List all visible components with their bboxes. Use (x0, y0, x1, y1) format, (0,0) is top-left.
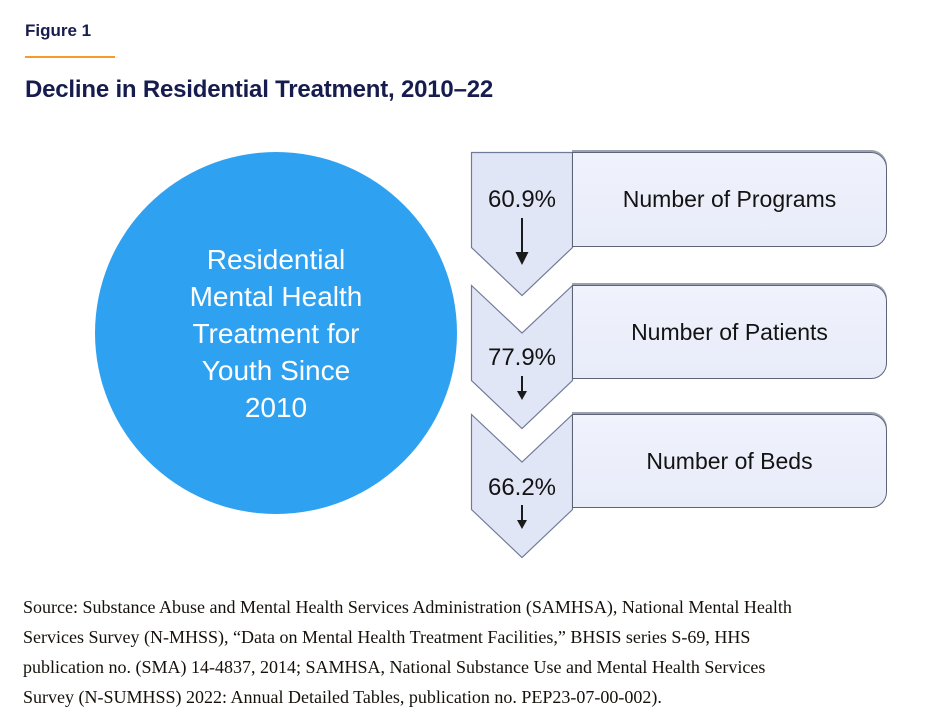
decline-percent-patients: 77.9% (487, 344, 557, 371)
central-circle-label: Residential Mental Health Treatment for Youth Since 2010 (189, 243, 363, 423)
metric-box-label: Number of Programs (622, 186, 837, 212)
metric-box-patients (572, 285, 887, 379)
metric-box-programs (572, 152, 887, 247)
decline-percent-beds: 66.2% (487, 474, 557, 501)
figure-label-underline (25, 56, 115, 58)
figure-title: Decline in Residential Treatment, 2010–22 (25, 76, 494, 103)
decline-chevron-programs (470, 151, 574, 301)
central-circle (95, 152, 457, 514)
source-note: Source: Substance Abuse and Mental Health Services Administration (SAMHSA), National Mental Health Services Survey (N-MHSS), “Data on Mental Health Treatment Facilities,” BHSIS series S-69, HHS publication no. (SMA) 14-4837, 2014; SAMHSA, National Substance Use and Mental Health Services Survey (N-SUMHSS) 2022: Annual Detailed Tables, publication no. PEP23-07-00-002). (23, 597, 792, 707)
metric-box-label: Number of Patients (631, 318, 828, 345)
metric-box-label: Number of Beds (646, 447, 813, 474)
decline-percent-programs: 60.9% (487, 186, 557, 213)
figure-label: Figure 1 (25, 21, 92, 40)
metric-box-beds (572, 414, 887, 508)
